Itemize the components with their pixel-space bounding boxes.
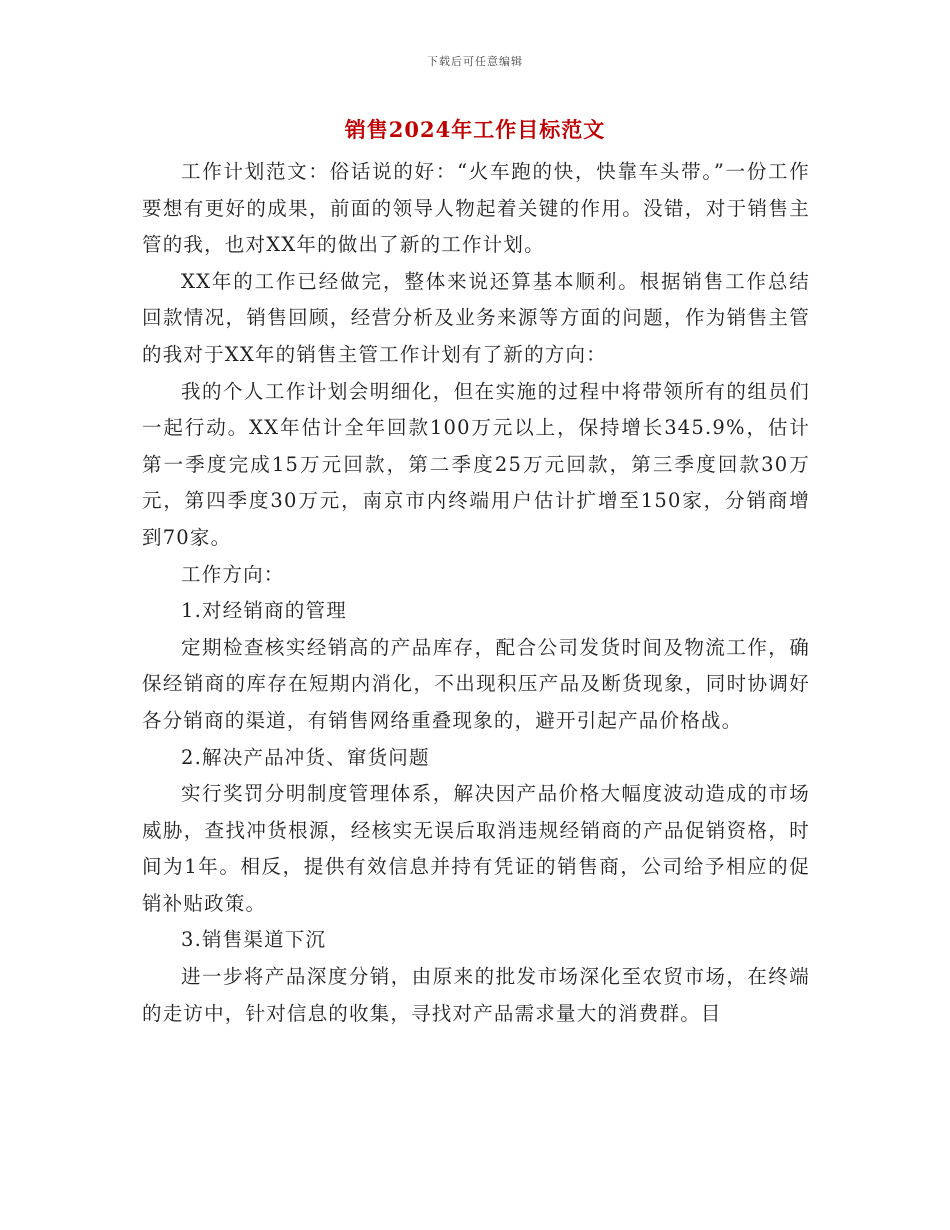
header-note: 下载后可任意编辑 xyxy=(427,55,523,68)
paragraph-plan: 我的个人工作计划会明细化，但在实施的过程中将带领所有的组员们一起行动。XX年估计全年回款100万元以上，保持增长345.9%，估计第一季度完成15万元回款，第二季度25万元回款，第三季度回款30万元，第四季度30万元，南京市内终端用户估计扩增至150家，分销商增到70家。 xyxy=(142,379,810,549)
subheading-channel-sinking: 3.销售渠道下沉 xyxy=(181,928,327,952)
document-title: 销售2024年工作目标范文 xyxy=(344,117,606,142)
paragraph-channel-sinking: 进一步将产品深度分销，由原来的批发市场深化至农贸市场，在终端的走访中，针对信息的收集，寻找对产品需求量大的消费群。目 xyxy=(142,965,810,1025)
subheading-dealer-management: 1.对经销商的管理 xyxy=(181,599,347,623)
document-body xyxy=(142,154,810,1032)
paragraph-dealer-management: 定期检查核实经销高的产品库存，配合公司发货时间及物流工作，确保经销商的库存在短期内消化，不出现积压产品及断货现象，同时协调好各分销商的渠道，有销售网络重叠现象的，避开引起产品价格战。 xyxy=(142,635,810,732)
paragraph-intro: 工作计划范文：俗话说的好：“火车跑的快，快靠车头带。”一份工作要想有更好的成果，前面的领导人物起着关键的作用。没错，对于销售主管的我，也对XX年的做出了新的工作计划。 xyxy=(142,160,810,257)
subheading-cross-selling: 2.解决产品冲货、窜货问题 xyxy=(181,745,430,769)
section-heading-direction: 工作方向： xyxy=(181,562,285,586)
paragraph-summary: XX年的工作已经做完，整体来说还算基本顺利。根据销售工作总结回款情况，销售回顾，经营分析及业务来源等方面的问题，作为销售主管的我对于XX年的销售主管工作计划有了新的方向： xyxy=(142,269,810,366)
paragraph-cross-selling: 实行奖罚分明制度管理体系，解决因产品价格大幅度波动造成的市场威胁，查找冲货根源，经核实无误后取消违规经销商的产品促销资格，时间为1年。相反，提供有效信息并持有凭证的销售商，公司给予相应的促销补贴政策。 xyxy=(142,782,810,915)
